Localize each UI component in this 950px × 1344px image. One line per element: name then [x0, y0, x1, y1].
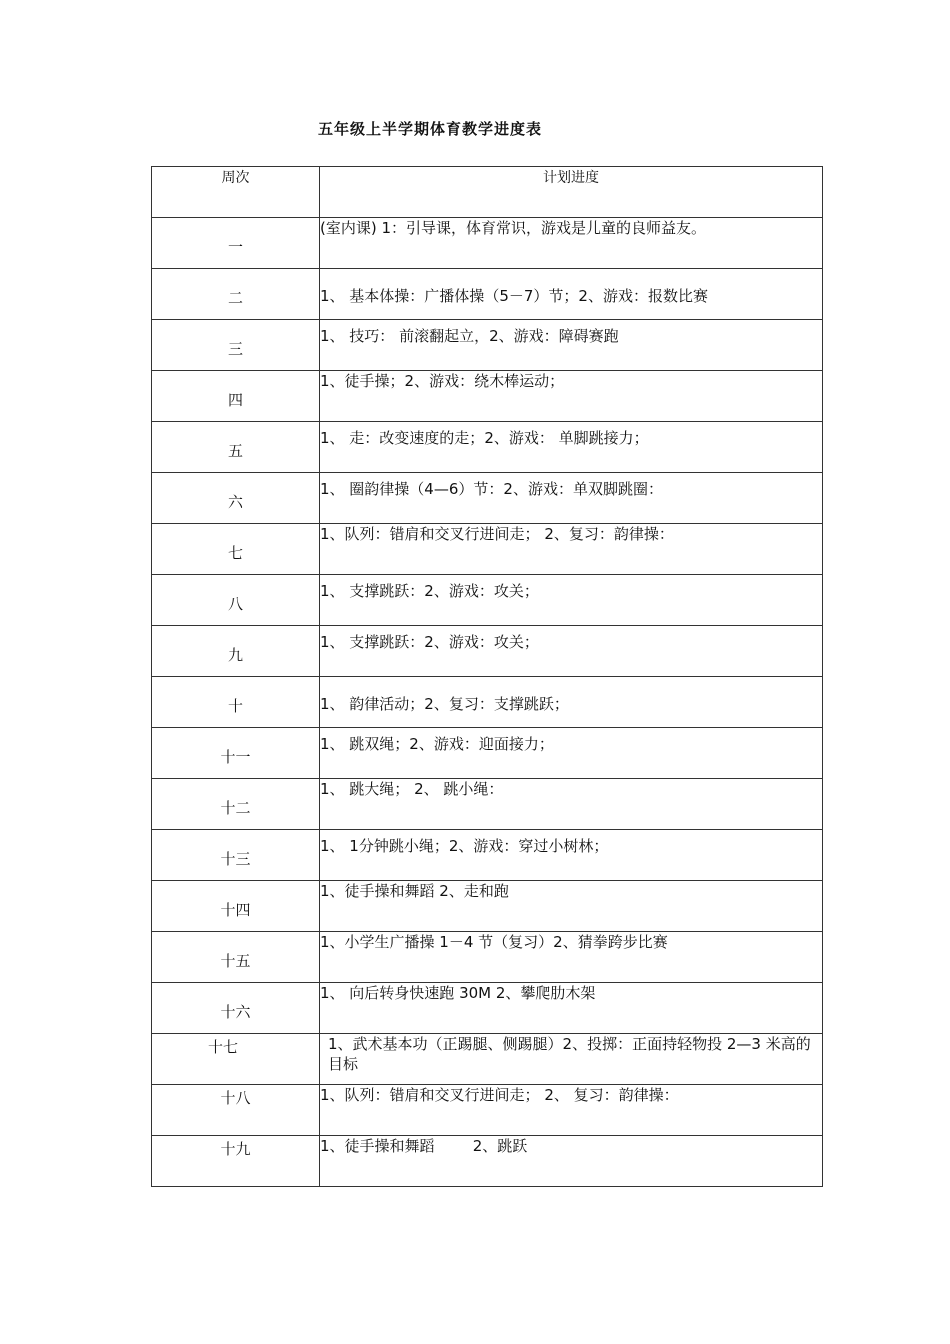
plan-cell: 1、 1分钟跳小绳；2、游戏：穿过小树林；	[320, 830, 823, 881]
plan-cell: 1、 圈韵律操（4—6）节：2、游戏：单双脚跳圈：	[320, 473, 823, 524]
teaching-schedule-table	[151, 166, 823, 1187]
table-row	[152, 320, 823, 371]
week-cell: 五	[152, 422, 320, 473]
table-row	[152, 779, 823, 830]
week-cell: 十三	[152, 830, 320, 881]
week-cell: 十四	[152, 881, 320, 932]
week-cell: 十六	[152, 983, 320, 1034]
table-row	[152, 371, 823, 422]
table-row	[152, 932, 823, 983]
table-row	[152, 422, 823, 473]
week-cell: 四	[152, 371, 320, 422]
table-row	[152, 218, 823, 269]
table-row	[152, 575, 823, 626]
table-row	[152, 1136, 823, 1187]
plan-cell: (室内课) 1：引导课，体育常识，游戏是儿童的良师益友。	[320, 218, 823, 269]
week-cell: 十九	[152, 1136, 320, 1187]
week-cell: 六	[152, 473, 320, 524]
table-row	[152, 881, 823, 932]
week-cell: 八	[152, 575, 320, 626]
plan-cell: 1、武术基本功（正踢腿、侧踢腿）2、投掷：正面持轻物投 2—3 米高的目标	[320, 1034, 823, 1085]
table-row	[152, 473, 823, 524]
week-cell: 一	[152, 218, 320, 269]
plan-cell: 1、徒手操和舞蹈 2、跳跃	[320, 1136, 823, 1187]
plan-cell: 1、小学生广播操 1－4 节（复习）2、猜拳跨步比赛	[320, 932, 823, 983]
table-row	[152, 830, 823, 881]
table-row	[152, 983, 823, 1034]
plan-cell: 1、 支撑跳跃：2、游戏：攻关；	[320, 626, 823, 677]
plan-cell: 1、徒手操；2、游戏：绕木棒运动；	[320, 371, 823, 422]
table-row	[152, 677, 823, 728]
table-row	[152, 728, 823, 779]
plan-cell: 1、 支撑跳跃：2、游戏：攻关；	[320, 575, 823, 626]
plan-column-header: 计划进度	[320, 167, 823, 218]
table-row	[152, 626, 823, 677]
table-header-row	[152, 167, 823, 218]
plan-cell: 1、 走：改变速度的走；2、游戏： 单脚跳接力；	[320, 422, 823, 473]
plan-cell: 1、队列：错肩和交叉行进间走； 2、复习：韵律操：	[320, 524, 823, 575]
week-cell: 三	[152, 320, 320, 371]
week-cell: 十	[152, 677, 320, 728]
plan-cell: 1、徒手操和舞蹈 2、走和跑	[320, 881, 823, 932]
week-cell: 七	[152, 524, 320, 575]
week-cell: 十二	[152, 779, 320, 830]
week-cell: 十七	[152, 1034, 320, 1085]
plan-cell: 1、 韵律活动；2、复习：支撑跳跃；	[320, 677, 823, 728]
week-cell: 十五	[152, 932, 320, 983]
plan-cell: 1、队列：错肩和交叉行进间走； 2、 复习：韵律操：	[320, 1085, 823, 1136]
plan-cell: 1、 技巧： 前滚翻起立，2、游戏：障碍赛跑	[320, 320, 823, 371]
table-row	[152, 524, 823, 575]
plan-cell: 1、 跳大绳； 2、 跳小绳：	[320, 779, 823, 830]
plan-cell: 1、 基本体操：广播体操（5－7）节；2、游戏：报数比赛	[320, 269, 823, 320]
plan-cell: 1、 跳双绳；2、游戏：迎面接力；	[320, 728, 823, 779]
table-row	[152, 1085, 823, 1136]
plan-cell: 1、 向后转身快速跑 30M 2、攀爬肋木架	[320, 983, 823, 1034]
table-row	[152, 1034, 823, 1085]
week-cell: 二	[152, 269, 320, 320]
table-row	[152, 269, 823, 320]
week-cell: 九	[152, 626, 320, 677]
week-cell: 十八	[152, 1085, 320, 1136]
document-title: 五年级上半学期体育教学进度表	[318, 120, 543, 138]
week-cell: 十一	[152, 728, 320, 779]
week-column-header: 周次	[152, 167, 320, 218]
